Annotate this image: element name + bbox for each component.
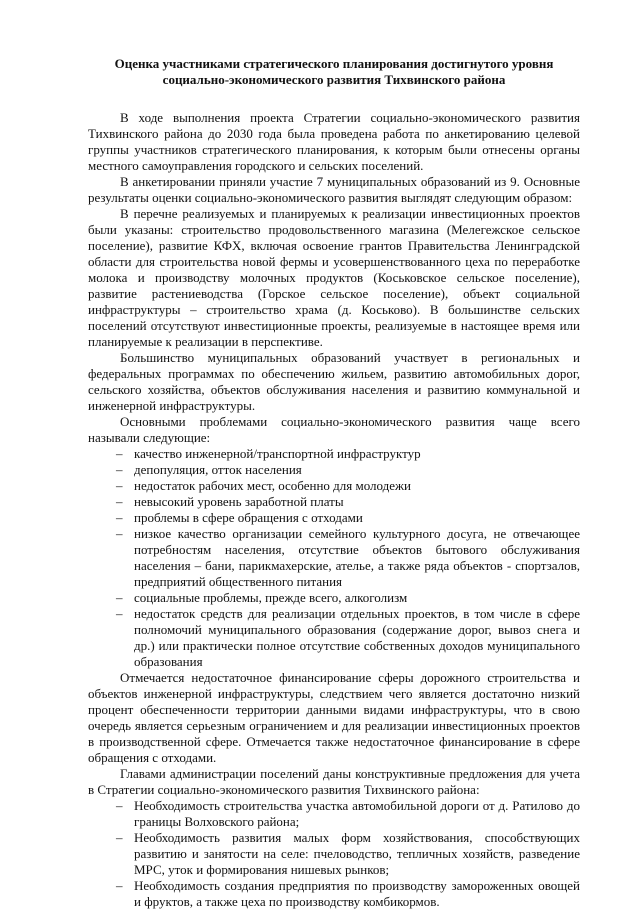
problem-item: – невысокий уровень заработной платы [116, 494, 580, 510]
paragraph-problems-intro: Основными проблемами социально-экономического развития чаще всего называли следующие: [88, 414, 580, 445]
paragraph-programs: Большинство муниципальных образований участвует в региональных и федеральных программах по обеспечению жильем, развитию автомобильных дорог, сельского хозяйства, объектов обслуживания населения и развитию коммунальной и инженерной инфраструктуры. [88, 350, 580, 413]
paragraph-proposals-intro: Главами администрации поселений даны конструктивные предложения для учета в Стратегии социально-экономического развития Тихвинского района: [88, 766, 580, 797]
title-line-1: Оценка участниками стратегического планирования достигнутого уровня [114, 56, 554, 71]
problem-item: – недостаток рабочих мест, особенно для молодежи [116, 478, 580, 494]
problem-item: – низкое качество организации семейного культурного досуга, не отвечающее потребностям населения, отсутствие объектов бытового обслуживания населения – бани, парикмахерские, ателье, а также ряда объектов - спортзалов, предприятий общественного питания [116, 526, 580, 590]
document-title [88, 56, 580, 88]
paragraph-investment-projects: В перечне реализуемых и планируемых к реализации инвестиционных проектов были указаны: строительство продовольственного магазина (Мелегежское сельское поселение), развитие КФХ, включая освоение грантов Правительства Ленинградской области для строительства новой фермы и усовершенствованного цеха по переработке молока и производству молочных продуктов (Коськовское сельское поселение), развитие растениеводства (Горское сельское поселение), объект социальной инфраструктуры – строительство храма (д. Коськово). В большинстве сельских поселений отсутствуют инвестиционные проекты, реализуемые в настоящее время или планируемые к реализации в перспективе. [88, 206, 580, 349]
title-line-2: социально-экономического развития Тихвинского района [162, 72, 506, 87]
problem-item: – качество инженерной/транспортной инфраструктур [116, 446, 580, 462]
proposals-list [88, 798, 580, 910]
problems-list [88, 446, 580, 670]
proposal-item: – Необходимость развития малых форм хозяйствования, способствующих развитию и занятости на селе: пчеловодство, тепличных хозяйств, разведение МРС, уток и формирования нишевых рынков; [116, 830, 580, 878]
proposal-item: – Необходимость строительства участка автомобильной дороги от д. Ратилово до границы Волховского района; [116, 798, 580, 830]
paragraph-intro: В ходе выполнения проекта Стратегии социально-экономического развития Тихвинского района до 2030 года была проведена работа по анкетированию целевой группы участников стратегического планирования, к которым были отнесены органы местного самоуправления городского и сельских поселений. [88, 110, 580, 173]
problem-item: – социальные проблемы, прежде всего, алкоголизм [116, 590, 580, 606]
paragraph-survey: В анкетировании приняли участие 7 муниципальных образований из 9. Основные результаты оценки социально-экономического развития выглядят следующим образом: [88, 174, 580, 205]
document-page [88, 56, 580, 910]
problem-item: – депопуляция, отток населения [116, 462, 580, 478]
problem-item: – недостаток средств для реализации отдельных проектов, в том числе в сфере полномочий муниципального образования (содержание дорог, вывоз снега и др.) или практически полное отсутствие собственных доходов муниципального образования [116, 606, 580, 670]
proposal-item: – Необходимость создания предприятия по производству замороженных овощей и фруктов, а также цеха по производству комбикормов. [116, 878, 580, 910]
paragraph-financing: Отмечается недостаточное финансирование сферы дорожного строительства и объектов инженерной инфраструктуры, следствием чего является достаточно низкий процент обеспеченности территории данными видами инфраструктуры, что в свою очередь является серьезным ограничением и для реализации инвестиционных проектов в производственной сфере. Отмечается также недостаточное финансирование в сфере обращения с отходами. [88, 670, 580, 765]
problem-item: – проблемы в сфере обращения с отходами [116, 510, 580, 526]
